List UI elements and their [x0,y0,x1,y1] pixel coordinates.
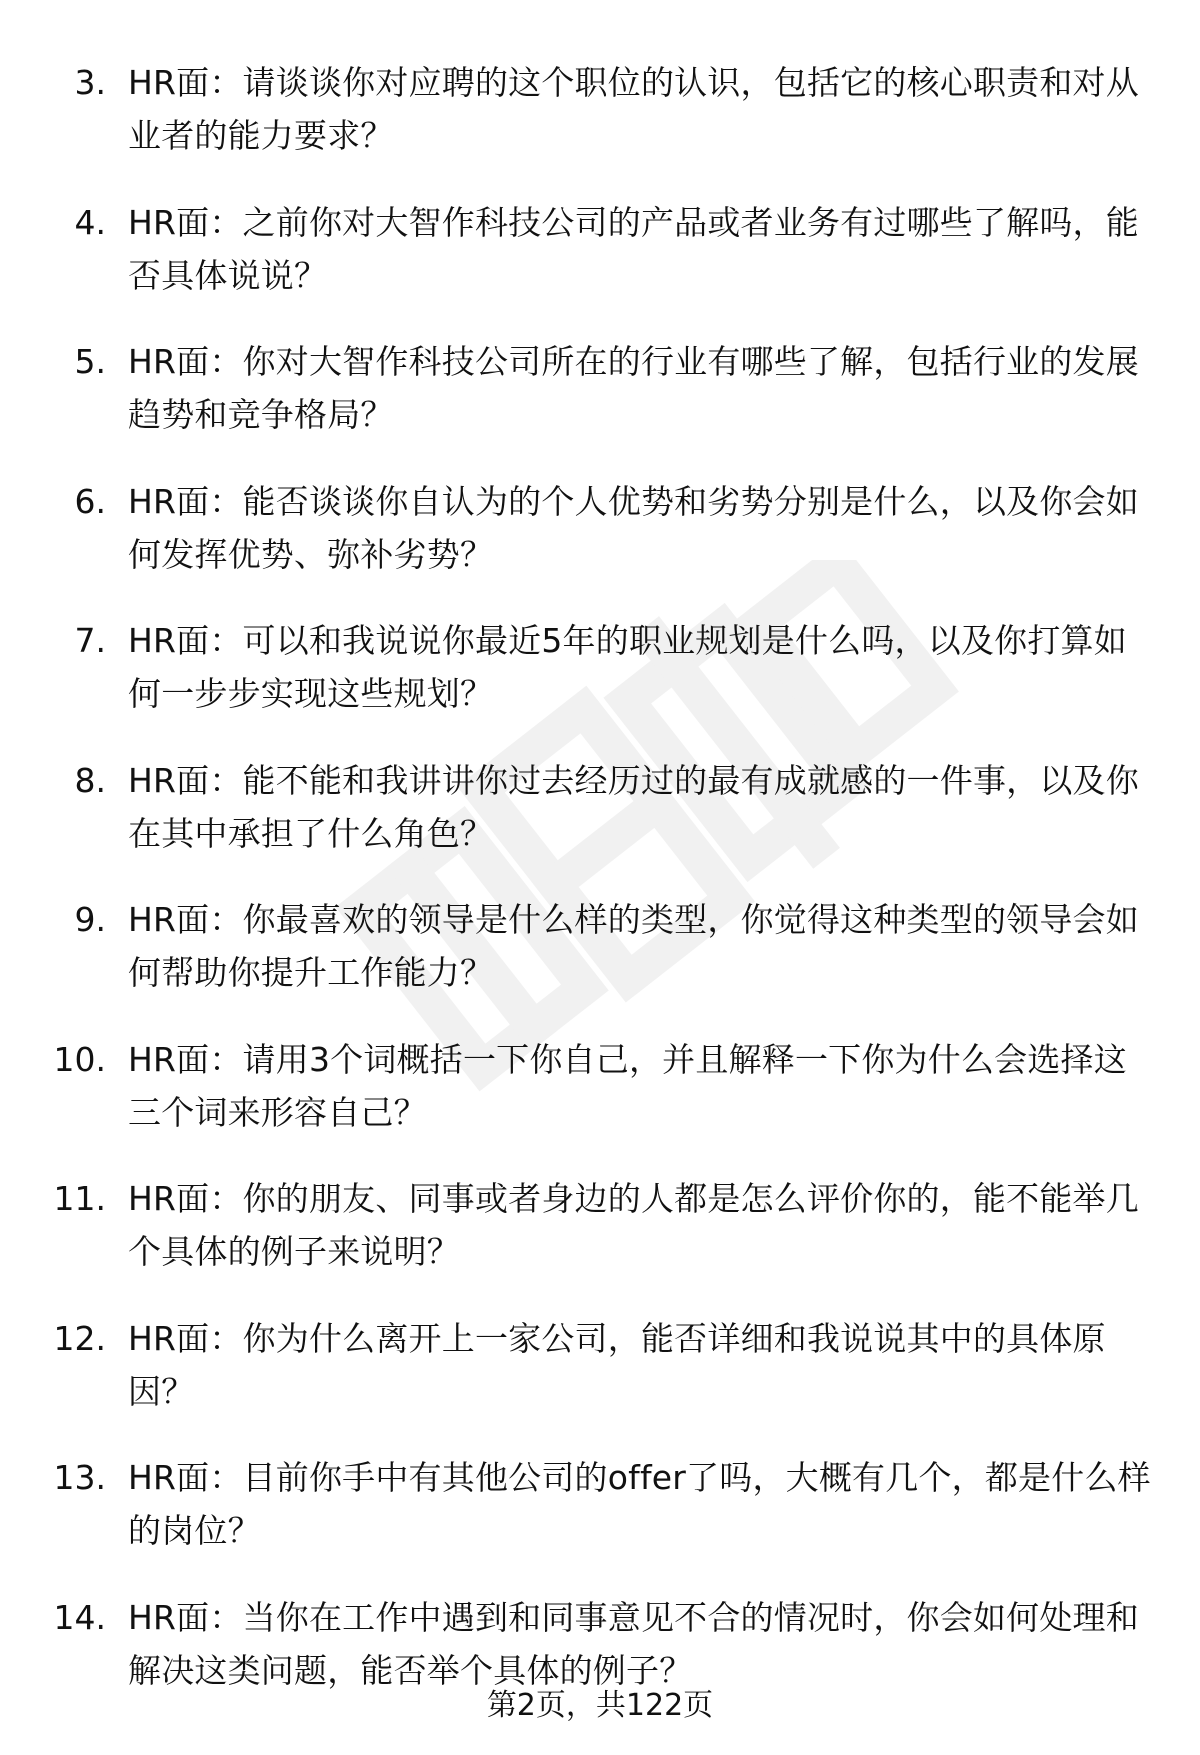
question-number: 11. [53,1179,106,1218]
question-number: 6. [74,481,106,521]
question-number: 4. [74,202,106,242]
question-text: HR面：能不能和我讲讲你过去经历过的最有成就感的一件事，以及你在其中承担了什么角色？ [128,760,1139,853]
question-number: 14. [53,1597,106,1637]
question-item [50,1312,1160,1418]
question-number: 7. [74,621,106,660]
question-item [50,754,1160,860]
question-number: 12. [53,1318,106,1358]
question-text: HR面：可以和我说说你最近5年的职业规划是什么吗，以及你打算如何一步步实现这些规划？ [128,621,1127,713]
question-list [50,56,1160,1730]
question-item [50,1591,1160,1697]
question-item [50,475,1160,581]
question-item [50,196,1160,302]
question-text: HR面：请谈谈你对应聘的这个职位的认识，包括它的核心职责和对从业者的能力要求？ [128,63,1139,155]
question-text: HR面：你最喜欢的领导是什么样的类型，你觉得这种类型的领导会如何帮助你提升工作能力？ [128,900,1139,992]
question-number: 3. [74,63,106,102]
question-item [50,614,1160,720]
question-number: 5. [74,342,106,381]
question-item [50,56,1160,162]
question-number: 9. [74,900,106,939]
question-text: HR面：请用3个词概括一下你自己，并且解释一下你为什么会选择这三个词来形容自己？ [128,1039,1127,1132]
question-item [50,1172,1160,1278]
question-text: HR面：之前你对大智作科技公司的产品或者业务有过哪些了解吗，能否具体说说？ [128,202,1139,295]
question-text: HR面：当你在工作中遇到和同事意见不合的情况时，你会如何处理和解决这类问题，能否举个具体的例子？ [128,1597,1139,1690]
page-number-footer: 第2页，共122页 [486,1688,714,1723]
question-number: 8. [74,760,106,800]
question-number: 10. [53,1039,106,1079]
question-item [50,335,1160,441]
question-number: 13. [53,1458,106,1497]
question-text: HR面：目前你手中有其他公司的offer了吗，大概有几个，都是什么样的岗位？ [128,1458,1151,1550]
question-text: HR面：你为什么离开上一家公司，能否详细和我说说其中的具体原因？ [128,1318,1106,1411]
question-text: HR面：你对大智作科技公司所在的行业有哪些了解，包括行业的发展趋势和竞争格局？ [128,342,1139,434]
question-text: HR面：你的朋友、同事或者身边的人都是怎么评价你的，能不能举几个具体的例子来说明？ [128,1179,1139,1271]
question-item [50,893,1160,999]
question-text: HR面：能否谈谈你自认为的个人优势和劣势分别是什么，以及你会如何发挥优势、弥补劣势？ [128,481,1139,574]
question-item [50,1033,1160,1139]
question-item [50,1451,1160,1557]
